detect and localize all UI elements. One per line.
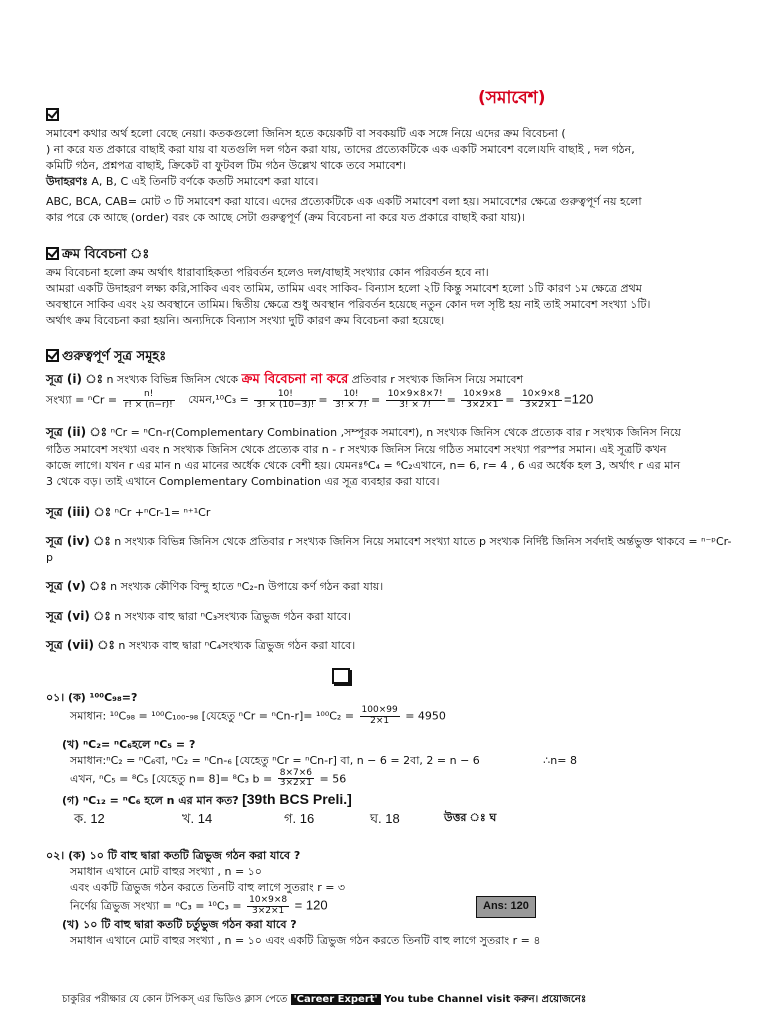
example-line bbox=[46, 174, 736, 190]
answer-label: উত্তর ঃ ঘ bbox=[444, 810, 497, 824]
checkbox-icon bbox=[46, 108, 62, 124]
highlight-text: ক্রম বিবেচনা না করে bbox=[241, 371, 349, 387]
q2-heading: ০২। (ক) ১০ টি বাহু দ্বারা কতটি ত্রিভুজ গঠন করা যাবে ? bbox=[46, 849, 301, 862]
krom-line: অবস্থানে সাকিব এবং ২য় অবস্থানে তামিম। দ্বিতীয় ক্ষেত্রে শুধু অবস্থান পরিবর্তন হয়েছে নতুন কোন দল সৃষ্টি হয় নাই তাই সমাবেশ সংখ্যা ১টি। bbox=[46, 297, 651, 311]
question-2 bbox=[46, 848, 736, 948]
formula-7: সূত্র (vii) ঃ n সংখ্যক বাহু দ্বারা ⁿC₄সংখ্যক ত্রিভুজ গঠন করা যাবে। bbox=[46, 638, 356, 653]
box-icon bbox=[332, 668, 350, 689]
q2-kh-heading: (খ) ১০ টি বাহু দ্বারা কতটি চর্তুভুজ গঠন করা যাবে ? bbox=[62, 917, 297, 931]
intro-line: কমিটি গঠন, প্রশ্নপত্র বাছাই, ক্রিকেট বা ফুটবল টিম গঠন উল্লেখ থাকে তবে সমাবেশ। bbox=[46, 158, 407, 172]
q1-kh-heading: (খ) ⁿC₂= ⁿC₆হলে ⁿC₅ = ? bbox=[62, 737, 196, 751]
krom-heading: ক্রম বিবেচনা ঃ bbox=[46, 246, 736, 265]
q1-heading: ০১। (ক) ¹⁰⁰C₉₈=? bbox=[46, 691, 138, 704]
abc-line: কার পরে কে আছে (order) বরং কে আছে সেটা গুরুত্বপূর্ণ (ক্রম বিবেচনা না করে যত প্রকারে বাছাই করা যায়)। bbox=[46, 210, 526, 224]
abc-line: ABC, BCA, CAB= মোট ৩ টি সমাবেশ করা যাবে। এদের প্রত্যেকটিকে এক একটি সমাবেশ বলা হয়। সমাবেশের ক্ষেত্রে গুরুত্বপূর্ণ নয় হলো bbox=[46, 194, 642, 208]
formula-2: সূত্র (ii) ঃ ⁿCr = ⁿCn-r(Complementary Combination ,সম্পূরক সমাবেশ), n সংখ্যক জিনিস থেকে প্রত্যেক বার r সংখ্যক জিনিস নিয়ে গঠিত সমাবেশ সংখ্যা এবং n সংখ্যক জিনিস থেকে প্রত্যেক বার n - r সংখ্যক জিনিস নিয়ে গঠিত সমাবেশ সংখ্যা পরস্পর সমান। এই সূত্রটি কখন কাজে লাগে। যখন r এর মান n এর মানের অর্ধেক থেকে বেশী হয়। যেমনঃ⁶C₄ = ⁶C₂এখানে, n= 6, r= 4 , 6 এর অর্ধেক হল 3, অর্থাৎ r এর মান 3 থেকে বড়। তাই এখানে Complementary Combination এর সূত্র ব্যবহার করা যাবে। bbox=[46, 425, 681, 488]
footer: চাকুরির পরীক্ষার যে কোন টপিকস্ এর ভিডিও ক্লাস পেতে 'Career Expert' You tube Channel visit করুন। প্রয়োজনেঃ bbox=[62, 994, 587, 1005]
formula-3: সূত্র (iii) ঃ ⁿCr +ⁿCr-1= ⁿ⁺¹Cr bbox=[46, 504, 211, 519]
option-a: ক. 12 bbox=[74, 810, 105, 826]
krom-section bbox=[46, 246, 736, 329]
q1-kh-solution: সমাধান:ⁿC₂ = ⁿC₆বা, ⁿC₂ = ⁿCn-₆ [যেহেতু ⁿCr = ⁿCn-r] বা, n − 6 = 2বা, 2 = n − 6 ∴n= 8 bbox=[70, 753, 577, 767]
checkbox-icon bbox=[46, 349, 59, 362]
q2-result: নির্ণেয় ত্রিভুজ সংখ্যা = ⁿC₃ = ¹⁰C₃ = $\frac{10\times 9\times 8}{3\times 2\times 1}$ = 120 Ans: 120 bbox=[70, 896, 736, 917]
formula-1: সূত্র (i) ঃ n সংখ্যক বিভিন্ন জিনিস থেকে ক্রম বিবেচনা না করে প্রতিবার r সংখ্যক জিনিস নিয়ে সমাবেশ bbox=[46, 371, 524, 387]
example-label: উদাহরণঃ bbox=[46, 174, 88, 188]
formula-5: সূত্র (v) ঃ n সংখ্যক কৌণিক বিন্দু হাতে ⁿC₂-n উপায়ে কর্ণ গঠন করা যায়। bbox=[46, 579, 384, 594]
q1-solution: সমাধান: ¹⁰C₉₈ = ¹⁰⁰C₁₀₀-₉₈ [যেহেতু ⁿCr = ⁿCn-r]= ¹⁰⁰C₂ = $\frac{100\times 99}{2\times 1}$ = 4950 bbox=[70, 704, 446, 726]
q1-options bbox=[74, 810, 736, 828]
intro-line: সমাবেশ কথার অর্থ হলো বেছে নেয়া। কতকগুলো জিনিস হতে কয়েকটি বা সবকয়টি এক সঙ্গে নিয়ে এদের ক্রম বিবেচনা ( bbox=[46, 127, 566, 140]
q2-line: সমাধান এখানে মোট বাহুর সংখ্যা , n = ১০ bbox=[70, 864, 262, 878]
formula-1-math: সংখ্যা = ⁿCr = $\frac{n!}{r! \times (n-r)!}$ যেমন,¹⁰C₃ = $\frac{10!}{3! \times (10-3)!}$ = $\frac{10!}{3! \times 7!}$ = $\frac{10\times 9\times 8\times 7!}{3! \times 7!}$ = $\frac{10\times 9\times 8}{3\times 2\times 1}$ = $\frac{10\times 9\times 8}{3\times 2\times 1}$ =120 bbox=[46, 388, 594, 410]
q2-line: এবং একটি ত্রিভুজ গঠন করতে তিনটি বাহু লাগে সুতরাং r = ৩ bbox=[70, 880, 346, 894]
checkbox-icon bbox=[46, 247, 59, 260]
krom-line: আমরা একটি উদাহরণ লক্ষ্য করি,সাকিব এবং তামিম, তামিম এবং সাকিব- বিন্যাস হলো ২টি কিন্তু সমাবেশ হলো ১টি কারণ ১ম ক্ষেত্রে প্রথম bbox=[46, 281, 642, 295]
example-text: A, B, C এই তিনটি বর্ণকে কতটি সমাবেশ করা যাবে। bbox=[87, 174, 319, 188]
answer-badge: Ans: 120 bbox=[476, 896, 536, 918]
krom-line: অর্থাৎ ক্রম বিবেচনা করা হয়নি। অন্যদিকে বিন্যাস সংখ্যা দুটি কারণ ক্রম বিবেচনা করা হয়েছে। bbox=[46, 313, 445, 327]
channel-badge: 'Career Expert' bbox=[291, 994, 381, 1005]
formula-4: সূত্র (iv) ঃ n সংখ্যক বিভিন্ন জিনিস থেকে প্রতিবার r সংখ্যক জিনিস নিয়ে সমাবেশ সংখ্যা যাতে p সংখ্যক নির্দিষ্ট জিনিস সর্বদাই অর্ন্তভুক্ত থাকবে = ⁿ⁻ᵖCr-p bbox=[46, 534, 732, 565]
formulas-section bbox=[46, 348, 736, 655]
q1-ga-heading: (গ) ⁿC₁₂ = ⁿC₆ হলে n এর মান কত? [39th BCS Preli.] bbox=[62, 791, 352, 808]
q1-kh-now: এখন, ⁿC₅ = ⁸C₅ [যেহেতু n= 8]= ⁸C₃ b = $\frac{8\times 7\times 6}{3\times 2\times 1}$ = 56 bbox=[70, 767, 347, 789]
option-d: ঘ. 18 bbox=[370, 810, 400, 826]
option-b: খ. 14 bbox=[182, 810, 213, 826]
intro-line: ) না করে যত প্রকারে বাছাই করা যায় বা যতগুলি দল গঠন করা যায়, তাদের প্রত্যেকটিকে এক একটি সমাবেশ বলে।যদি বাছাই , দল গঠন, bbox=[46, 142, 635, 156]
formula-6: সূত্র (vi) ঃ n সংখ্যক বাহু দ্বারা ⁿC₃সংখ্যক ত্রিভুজ গঠন করা যাবে। bbox=[46, 608, 352, 623]
question-1 bbox=[46, 690, 736, 828]
krom-line: ক্রম বিবেচনা হলো ক্রম অর্থাৎ ধারাবাহিকতা পরিবর্তন হলেও দল/বাছাই সংখ্যার কোন পরিবর্তন হবে না। bbox=[46, 265, 489, 279]
option-c: গ. 16 bbox=[284, 810, 315, 826]
q2-kh-line: সমাধান এখানে মোট বাহুর সংখ্যা , n = ১০ এবং একটি ত্রিভুজ গঠন করতে তিনটি বাহু লাগে সুতরাং r = ৪ bbox=[70, 933, 541, 947]
intro-paragraph bbox=[46, 126, 736, 226]
page-title: (সমাবেশ) bbox=[478, 88, 546, 108]
formulas-heading: গুরুত্বপূর্ণ সূত্র সমূহঃ bbox=[46, 348, 736, 367]
